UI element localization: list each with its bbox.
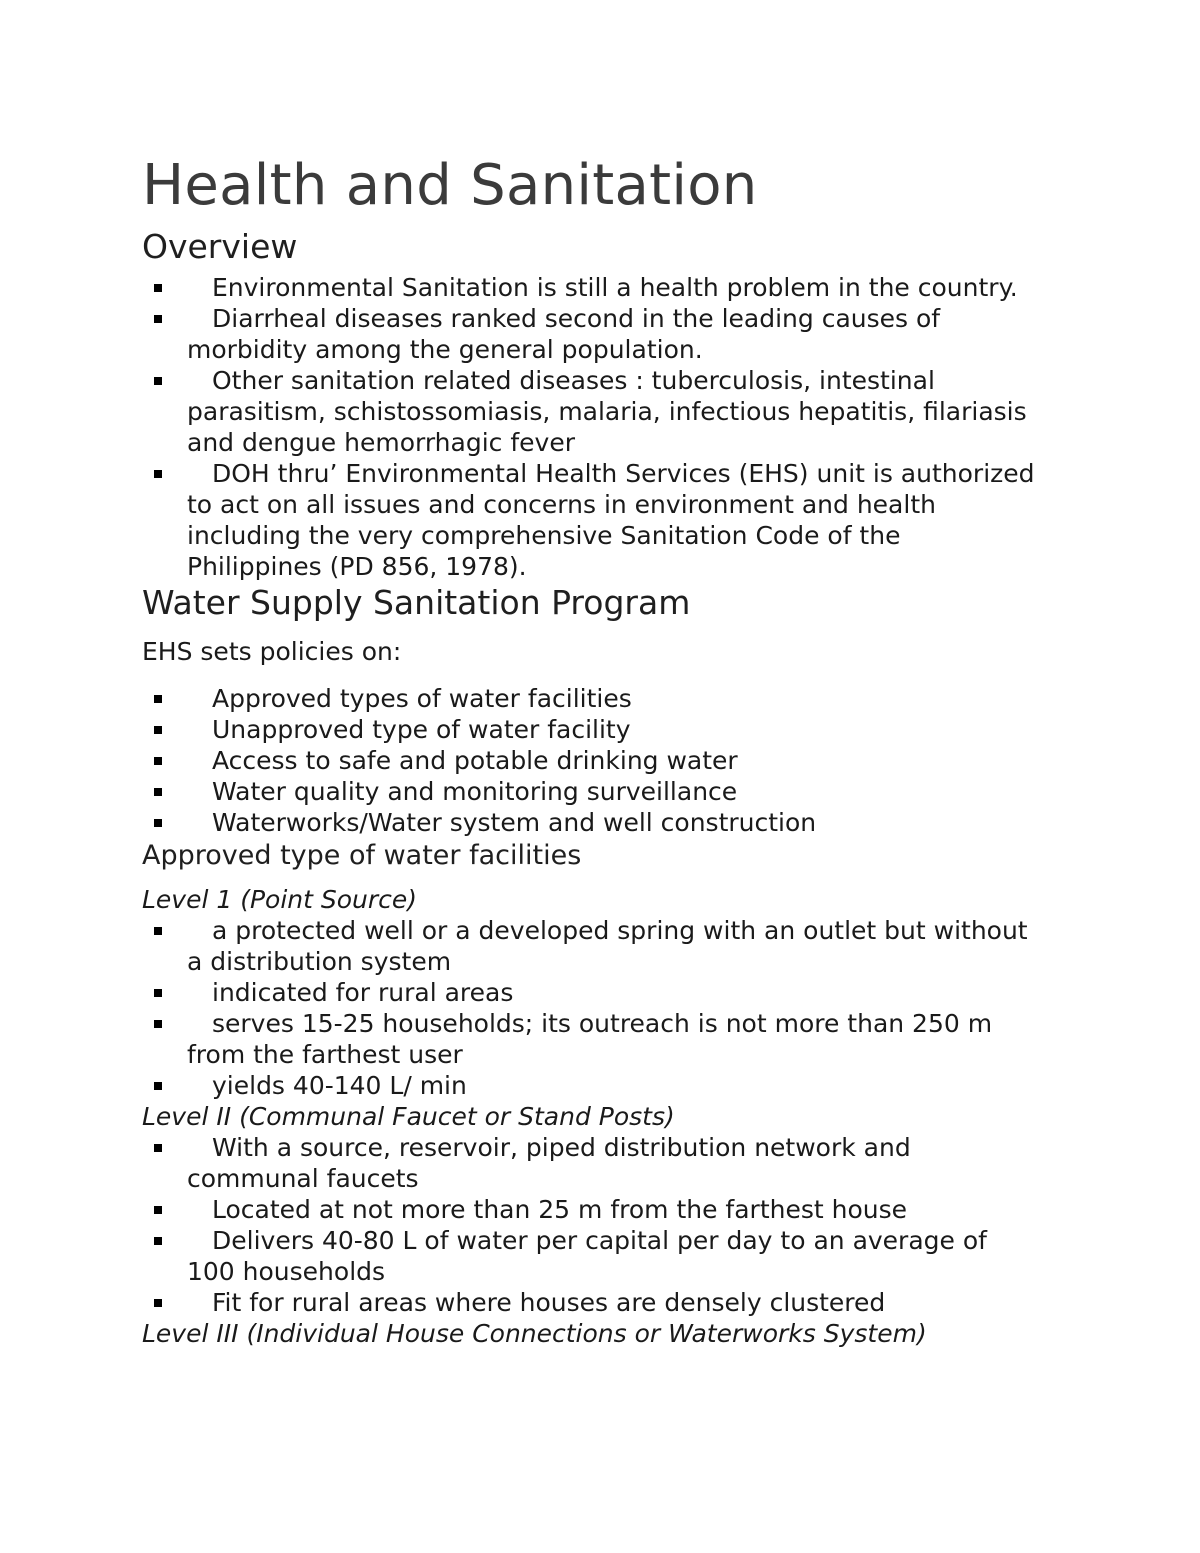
square-bullet-icon: [154, 377, 162, 385]
list-item: Approved types of water facilities: [142, 683, 1042, 714]
list-item: serves 15-25 households; its outreach is not more than 250 m from the farthest user: [142, 1008, 1042, 1070]
level-2-label: Level II (Communal Faucet or Stand Posts): [142, 1102, 675, 1131]
list-item: yields 40-140 L/ min: [142, 1070, 1042, 1101]
square-bullet-icon: [154, 1206, 162, 1214]
level-1-label: Level 1 (Point Source): [142, 885, 418, 914]
list-item: Other sanitation related diseases : tuberculosis, intestinal parasitism, schistossomiasis, malaria, infectious hepatitis, filariasis and dengue hemorrhagic fever: [142, 365, 1042, 458]
list-item: DOH thru’ Environmental Health Services (EHS) unit is authorized to act on all issues and concerns in environment and health including the very comprehensive Sanitation Code of the Philippines (PD 856, 1978).: [142, 458, 1042, 582]
square-bullet-icon: [154, 1299, 162, 1307]
list-item: Unapproved type of water facility: [142, 714, 1042, 745]
list-item: Fit for rural areas where houses are densely clustered: [142, 1287, 1042, 1318]
water-program-heading: Water Supply Sanitation Program: [142, 583, 691, 622]
list-item: With a source, reservoir, piped distribution network and communal faucets: [142, 1132, 1042, 1194]
square-bullet-icon: [154, 989, 162, 997]
level-1-list: [142, 915, 1042, 1101]
square-bullet-icon: [154, 470, 162, 478]
square-bullet-icon: [154, 284, 162, 292]
list-item: Access to safe and potable drinking water: [142, 745, 1042, 776]
square-bullet-icon: [154, 315, 162, 323]
level-3-label: Level III (Individual House Connections or Waterworks System): [142, 1319, 927, 1348]
policies-intro: EHS sets policies on:: [142, 637, 402, 666]
list-item: Delivers 40-80 L of water per capital per day to an average of 100 households: [142, 1225, 1042, 1287]
list-item: indicated for rural areas: [142, 977, 1042, 1008]
square-bullet-icon: [154, 1237, 162, 1245]
list-item: Waterworks/Water system and well construction: [142, 807, 1042, 838]
square-bullet-icon: [154, 1020, 162, 1028]
approved-facilities-heading: Approved type of water facilities: [142, 840, 582, 871]
list-item: Diarrheal diseases ranked second in the leading causes of morbidity among the general population.: [142, 303, 1042, 365]
list-item: a protected well or a developed spring with an outlet but without a distribution system: [142, 915, 1042, 977]
list-item: Water quality and monitoring surveillance: [142, 776, 1042, 807]
policies-list: [142, 683, 1042, 838]
list-item: Located at not more than 25 m from the farthest house: [142, 1194, 1042, 1225]
square-bullet-icon: [154, 1144, 162, 1152]
square-bullet-icon: [154, 695, 162, 703]
square-bullet-icon: [154, 927, 162, 935]
square-bullet-icon: [154, 1082, 162, 1090]
overview-list: [142, 272, 1042, 582]
overview-heading: Overview: [142, 227, 298, 266]
level-2-list: [142, 1132, 1042, 1318]
square-bullet-icon: [154, 757, 162, 765]
page-title: Health and Sanitation: [142, 153, 758, 218]
square-bullet-icon: [154, 726, 162, 734]
document-page: [142, 150, 1042, 1349]
square-bullet-icon: [154, 819, 162, 827]
square-bullet-icon: [154, 788, 162, 796]
list-item: Environmental Sanitation is still a health problem in the country.: [142, 272, 1042, 303]
